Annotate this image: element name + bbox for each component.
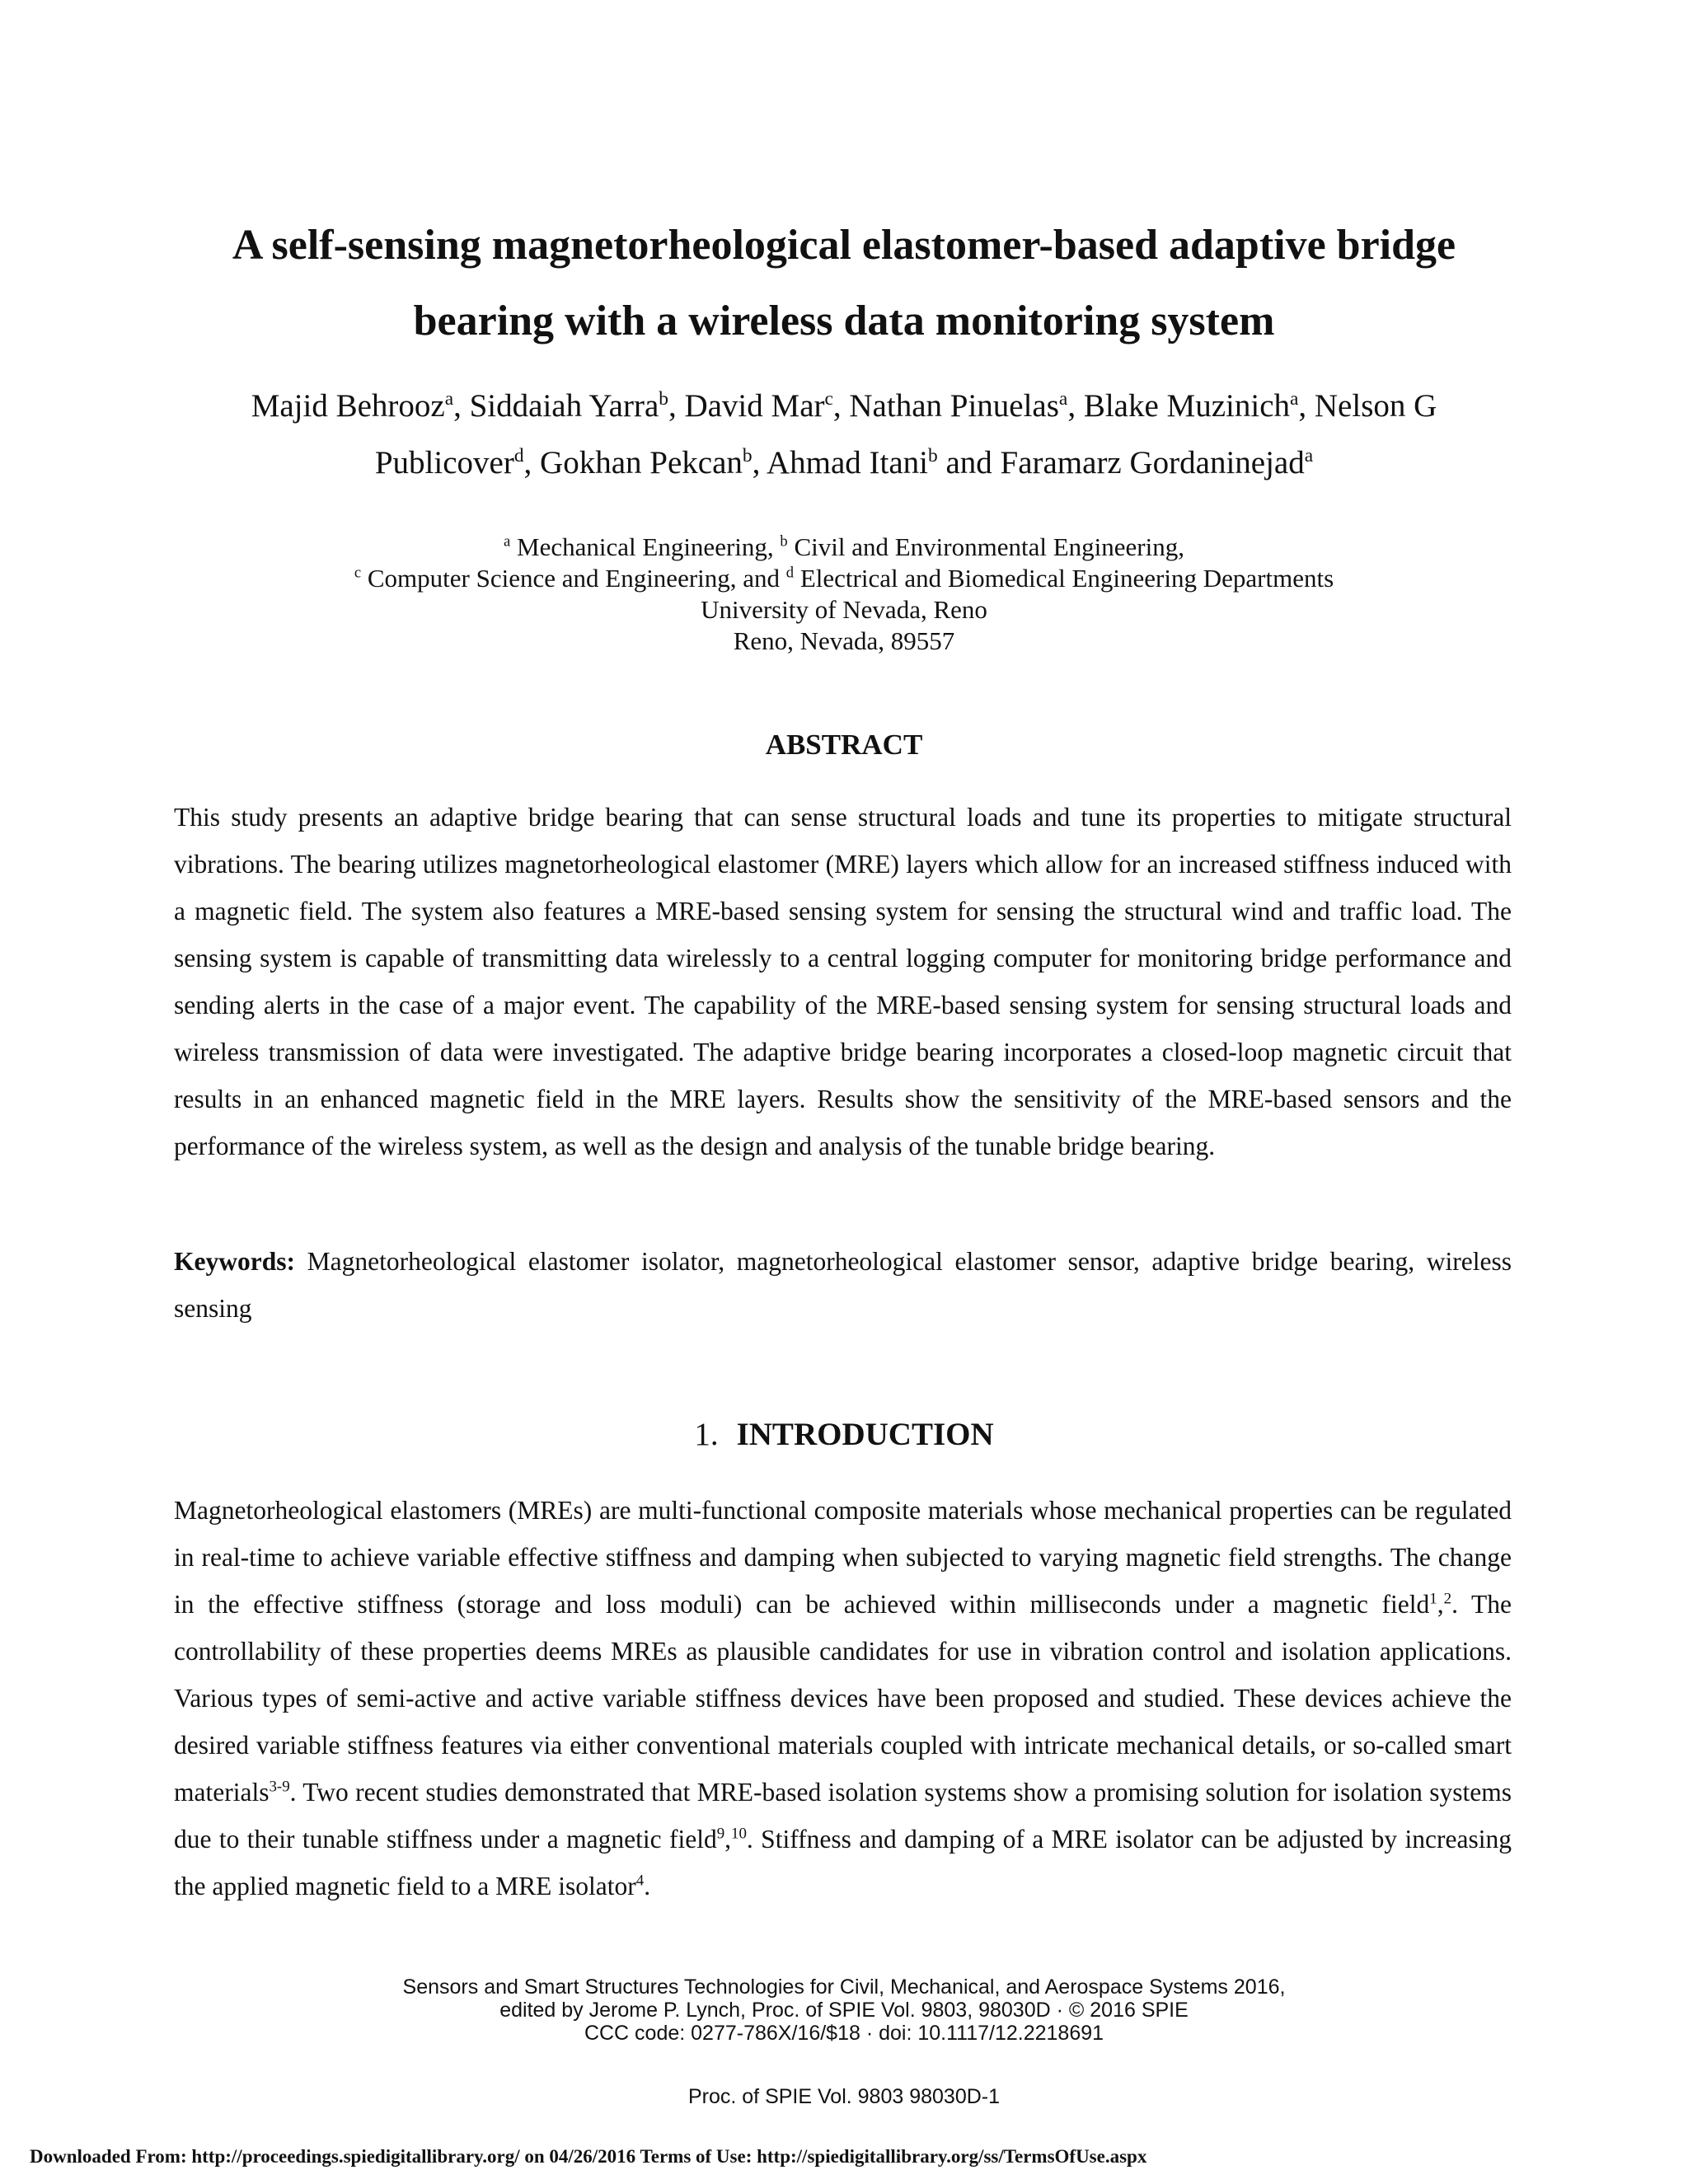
- affiliation-text: Electrical and Biomedical Engineering Departments: [794, 564, 1334, 593]
- introduction-text-segment: . Stiffness and damping of a MRE isolator can be adjusted by increasing the applied magnetic field to a MRE isolator: [174, 1825, 1512, 1900]
- introduction-text-segment: .: [644, 1872, 651, 1900]
- publication-info: [247, 1975, 1441, 2045]
- author-affiliation-marker: c: [824, 388, 833, 410]
- author-affiliation-marker: a: [444, 388, 454, 410]
- abstract-heading: ABSTRACT: [765, 729, 923, 761]
- section-title: INTRODUCTION: [736, 1417, 994, 1452]
- publication-line-3: CCC code: 0277-786X/16/$18 · doi: 10.1117/12.2218691: [584, 2022, 1104, 2045]
- author-separator: and: [937, 445, 1001, 480]
- author-list: [181, 377, 1507, 491]
- affiliation-line-1: [247, 532, 1441, 563]
- author-name: Blake Muzinich: [1083, 388, 1290, 424]
- author-affiliation-marker: b: [742, 445, 753, 466]
- author-name: Gokhan Pekcan: [540, 445, 743, 480]
- author-affiliation-marker: d: [513, 445, 524, 466]
- author-separator: ,: [832, 388, 850, 424]
- introduction-text-segment: . The controllability of these properties deems MREs as plausible candidates for use in vibration control and isolation applications. Various types of semi-active and active variable stiffness devices have been proposed and studied. These devices achieve the desired variable stiffness features via either conventional materials coupled with intricate mechanical details, or so-called smart materials: [174, 1590, 1512, 1807]
- affiliation-text: Mechanical Engineering,: [510, 532, 781, 561]
- author-affiliation-marker: a: [1058, 388, 1068, 410]
- citation-marker: 10: [731, 1825, 747, 1843]
- affiliation-text: Computer Science and Engineering, and: [361, 564, 786, 593]
- author-separator: ,: [668, 388, 685, 424]
- author-separator: ,: [752, 445, 767, 480]
- section-number: 1.: [694, 1417, 719, 1452]
- author-separator: ,: [1067, 388, 1084, 424]
- affiliation-line-2: [247, 563, 1441, 594]
- author-name: Majid Behrooz: [251, 388, 445, 424]
- introduction-text-segment: ,: [724, 1825, 732, 1854]
- publication-line-1: Sensors and Smart Structures Technologies for Civil, Mechanical, and Aerospace Systems 2016,: [402, 1975, 1286, 1999]
- affiliation-text: Civil and Environmental Engineering,: [787, 532, 1184, 561]
- author-name: Nathan Pinuelas: [849, 388, 1059, 424]
- citation-marker: 1: [1429, 1590, 1437, 1608]
- citation-marker: 9: [716, 1825, 725, 1843]
- introduction-text-segment: ,: [1437, 1590, 1444, 1619]
- download-notice: Downloaded From: http://proceedings.spiedigitallibrary.org/ on 04/26/2016 Terms of Use: http://spiedigitallibrary.org/ss/TermsOfUse.aspx: [30, 2146, 1147, 2167]
- affiliation-marker: a: [504, 532, 511, 551]
- author-affiliation-marker: a: [1290, 388, 1299, 410]
- author-affiliation-marker: b: [927, 445, 938, 466]
- citation-marker: 3-9: [269, 1778, 290, 1796]
- paper-title: [165, 208, 1523, 359]
- author-name: Siddaiah Yarra: [469, 388, 659, 424]
- keywords: [174, 1238, 1512, 1332]
- introduction-heading: [165, 1416, 1523, 1453]
- author-affiliation-marker: a: [1304, 445, 1314, 466]
- affiliation-address: Reno, Nevada, 89557: [733, 626, 955, 655]
- title-line-2: bearing with a wireless data monitoring system: [413, 298, 1275, 344]
- citation-marker: 4: [635, 1872, 645, 1890]
- author-separator: ,: [453, 388, 470, 424]
- affiliations: [247, 532, 1441, 657]
- author-name: Nelson G Publicover: [374, 388, 1437, 480]
- keywords-text: Magnetorheological elastomer isolator, magnetorheological elastomer sensor, adaptive bridge bearing, wireless sensing: [174, 1247, 1512, 1323]
- author-name: David Mar: [684, 388, 825, 424]
- affiliation-marker: d: [785, 564, 795, 582]
- author-name: Faramarz Gordaninejad: [1000, 445, 1305, 480]
- title-line-1: A self-sensing magnetorheological elastomer-based adaptive bridge: [232, 222, 1456, 269]
- affiliation-marker: b: [780, 532, 788, 551]
- introduction-text-segment: Magnetorheological elastomers (MREs) are multi-functional composite materials whose mechanical properties can be regulated in real-time to achieve variable effective stiffness and damping when subjected to varying magnetic field strengths. The change in the effective stiffness (storage and loss moduli) can be achieved within milliseconds under a magnetic field: [174, 1496, 1512, 1619]
- author-separator: ,: [523, 445, 541, 480]
- author-separator: ,: [1298, 388, 1315, 424]
- affiliation-university: University of Nevada, Reno: [701, 595, 987, 624]
- abstract-text: This study presents an adaptive bridge bearing that can sense structural loads and tune its properties to mitigate structural vibrations. The bearing utilizes magnetorheological elastomer (MRE) layers which allow for an increased stiffness induced with a magnetic field. The system also features a MRE-based sensing system for sensing the structural wind and traffic load. The sensing system is capable of transmitting data wirelessly to a central logging computer for monitoring bridge performance and sending alerts in the case of a major event. The capability of the MRE-based sensing system for sensing structural loads and wireless transmission of data were investigated. The adaptive bridge bearing incorporates a closed-loop magnetic circuit that results in an enhanced magnetic field in the MRE layers. Results show the sensitivity of the MRE-based sensors and the performance of the wireless system, as well as the design and analysis of the tunable bridge bearing.: [174, 803, 1512, 1160]
- introduction-text: [174, 1487, 1512, 1910]
- author-name: Ahmad Itani: [766, 445, 928, 480]
- page-number: Proc. of SPIE Vol. 9803 98030D-1: [687, 2085, 1000, 2108]
- citation-marker: 2: [1443, 1590, 1452, 1608]
- introduction-text-segment: . Two recent studies demonstrated that MRE-based isolation systems show a promising solution for isolation systems due to their tunable stiffness under a magnetic field: [174, 1778, 1512, 1854]
- keywords-label: Keywords:: [174, 1247, 295, 1276]
- affiliation-marker: c: [354, 564, 362, 582]
- author-affiliation-marker: b: [659, 388, 668, 410]
- publication-line-2: edited by Jerome P. Lynch, Proc. of SPIE Vol. 9803, 98030D · © 2016 SPIE: [499, 1999, 1189, 2022]
